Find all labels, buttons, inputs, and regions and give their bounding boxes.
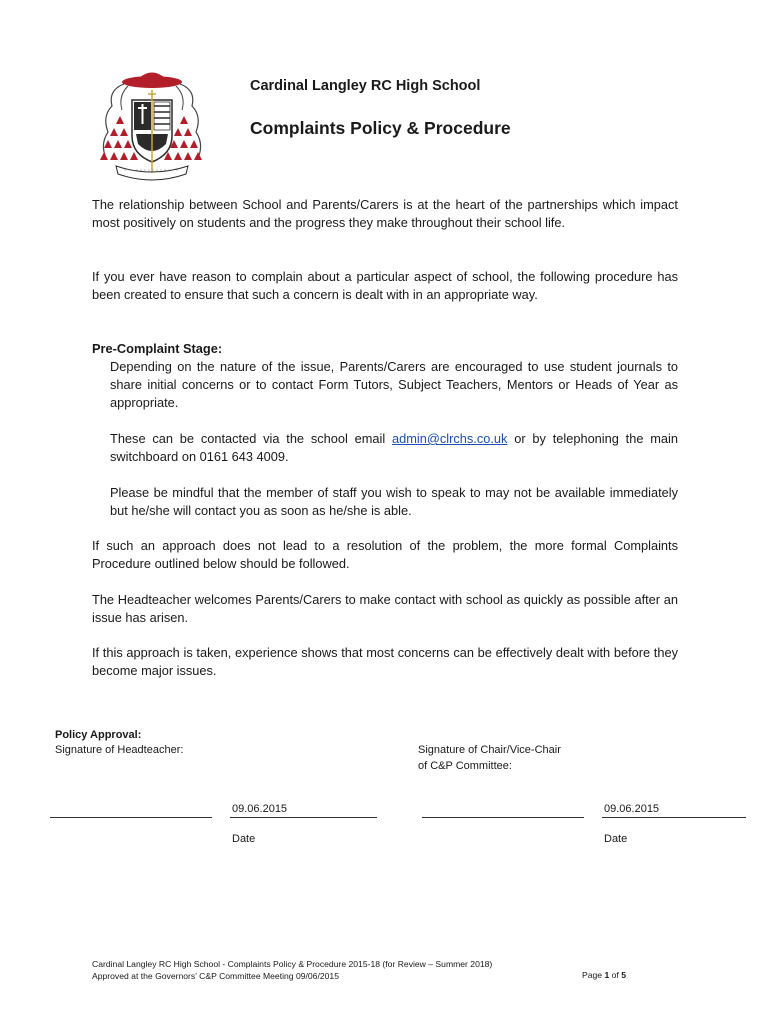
headteacher-signature-label: Signature of Headteacher: (55, 744, 184, 756)
headteacher-date-line (230, 817, 377, 818)
contact-text-before: These can be contacted via the school email (110, 431, 393, 446)
page-number (582, 970, 626, 980)
policy-approval-heading: Policy Approval: (55, 729, 142, 741)
chair-label-line1: Signature of Chair/Vice-Chair (418, 744, 561, 756)
chair-date-line (602, 817, 746, 818)
headteacher-date-label: Date (232, 833, 256, 845)
headteacher-paragraph: The Headteacher welcomes Parents/Carers to make contact with school as quickly as possible after an issue has arisen. (92, 592, 678, 625)
chair-label-line2: of C&P Committee: (418, 760, 512, 772)
footer-line2: Approved at the Governors’ C&P Committee Meeting 09/06/2015 (92, 971, 339, 981)
email-link[interactable]: admin@clrchs.co.uk (392, 431, 508, 446)
pre-complaint-paragraph: Depending on the nature of the issue, Parents/Carers are encouraged to use student journals to share initial concerns or to contact Form Tutors, Subject Teachers, Mentors or Heads of Year as appropriate. (110, 359, 678, 410)
school-crest-icon (94, 66, 210, 186)
pre-complaint-heading: Pre-Complaint Stage: (92, 341, 223, 356)
page-title: Complaints Policy & Procedure (250, 118, 511, 138)
footer-line1: Cardinal Langley RC High School - Complaints Policy & Procedure 2015-18 (for Review – Summer 2018) (92, 959, 493, 969)
formal-procedure-paragraph: If such an approach does not lead to a resolution of the problem, the more formal Complaints Procedure outlined below should be followed. (92, 538, 678, 571)
headteacher-signature-line (50, 817, 212, 818)
complain-intro-paragraph: If you ever have reason to complain about a particular aspect of school, the following procedure has been created to ensure that such a concern is dealt with in an appropriate way. (92, 269, 678, 302)
chair-date-label: Date (604, 833, 628, 845)
page-current: 1 (604, 970, 610, 980)
page-of: of (609, 970, 622, 980)
mindful-paragraph: Please be mindful that the member of staff you wish to speak to may not be available immediately but he/she will contact you as soon as he/she is able. (110, 485, 678, 518)
chair-signature-label (418, 742, 598, 774)
page-total: 5 (621, 970, 626, 980)
chair-date-value: 09.06.2015 (604, 803, 660, 815)
headteacher-date-value: 09.06.2015 (232, 803, 288, 815)
contact-paragraph (110, 430, 678, 466)
page-footer (92, 958, 492, 982)
contact-text-after: or by telephoning the main switchboard on 0161 643 4009. (110, 431, 678, 464)
intro-paragraph: The relationship between School and Parents/Carers is at the heart of the partnerships which impact most positively on students and the progress they make throughout their school life. (92, 197, 678, 230)
experience-paragraph: If this approach is taken, experience shows that most concerns can be effectively dealt with before they become major issues. (92, 645, 678, 678)
chair-signature-line (422, 817, 584, 818)
page-prefix: Page (582, 970, 605, 980)
school-name: Cardinal Langley RC High School (250, 78, 481, 94)
